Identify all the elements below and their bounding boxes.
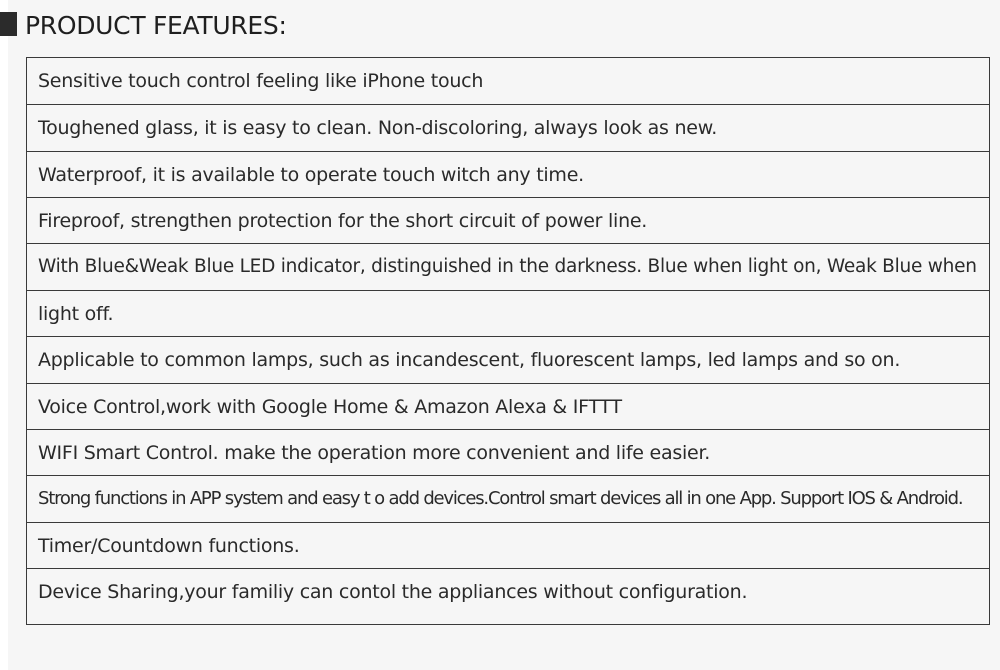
table-row — [27, 337, 989, 384]
table-row — [27, 198, 989, 244]
feature-text: Voice Control,work with Google Home & Amazon Alexa & IFTTT — [38, 396, 622, 418]
feature-text: With Blue&Weak Blue LED indicator, distinguished in the darkness. Blue when light on, Weak Blue when — [38, 256, 977, 277]
table-row — [27, 105, 989, 152]
page-edge — [0, 0, 8, 670]
table-row — [27, 476, 989, 523]
feature-text: WIFI Smart Control. make the operation more convenient and life easier. — [38, 442, 711, 464]
feature-text: Device Sharing,your familiy can contol the appliances without configuration. — [38, 581, 748, 603]
feature-text: Fireproof, strengthen protection for the short circuit of power line. — [38, 210, 648, 232]
table-row — [27, 58, 989, 105]
table-row — [27, 523, 989, 569]
table-row — [27, 244, 989, 291]
table-row — [27, 152, 989, 198]
table-row — [27, 430, 989, 476]
table-row — [27, 291, 989, 337]
feature-text: Applicable to common lamps, such as incandescent, fluorescent lamps, led lamps and so on. — [38, 349, 901, 371]
feature-text: Strong functions in APP system and easy t o add devices.Control smart devices all in one App. Support IOS & Android. — [38, 488, 963, 509]
feature-text: light off. — [38, 303, 114, 325]
feature-text: Sensitive touch control feeling like iPhone touch — [38, 70, 484, 92]
table-row — [27, 569, 989, 624]
table-row — [27, 384, 989, 430]
feature-text: Waterproof, it is available to operate touch witch any time. — [38, 164, 584, 186]
header-marker — [0, 12, 17, 36]
feature-text: Toughened glass, it is easy to clean. Non-discoloring, always look as new. — [38, 117, 718, 139]
feature-text: Timer/Countdown functions. — [38, 535, 300, 557]
page-title: PRODUCT FEATURES: — [25, 11, 287, 40]
features-table — [26, 57, 990, 625]
